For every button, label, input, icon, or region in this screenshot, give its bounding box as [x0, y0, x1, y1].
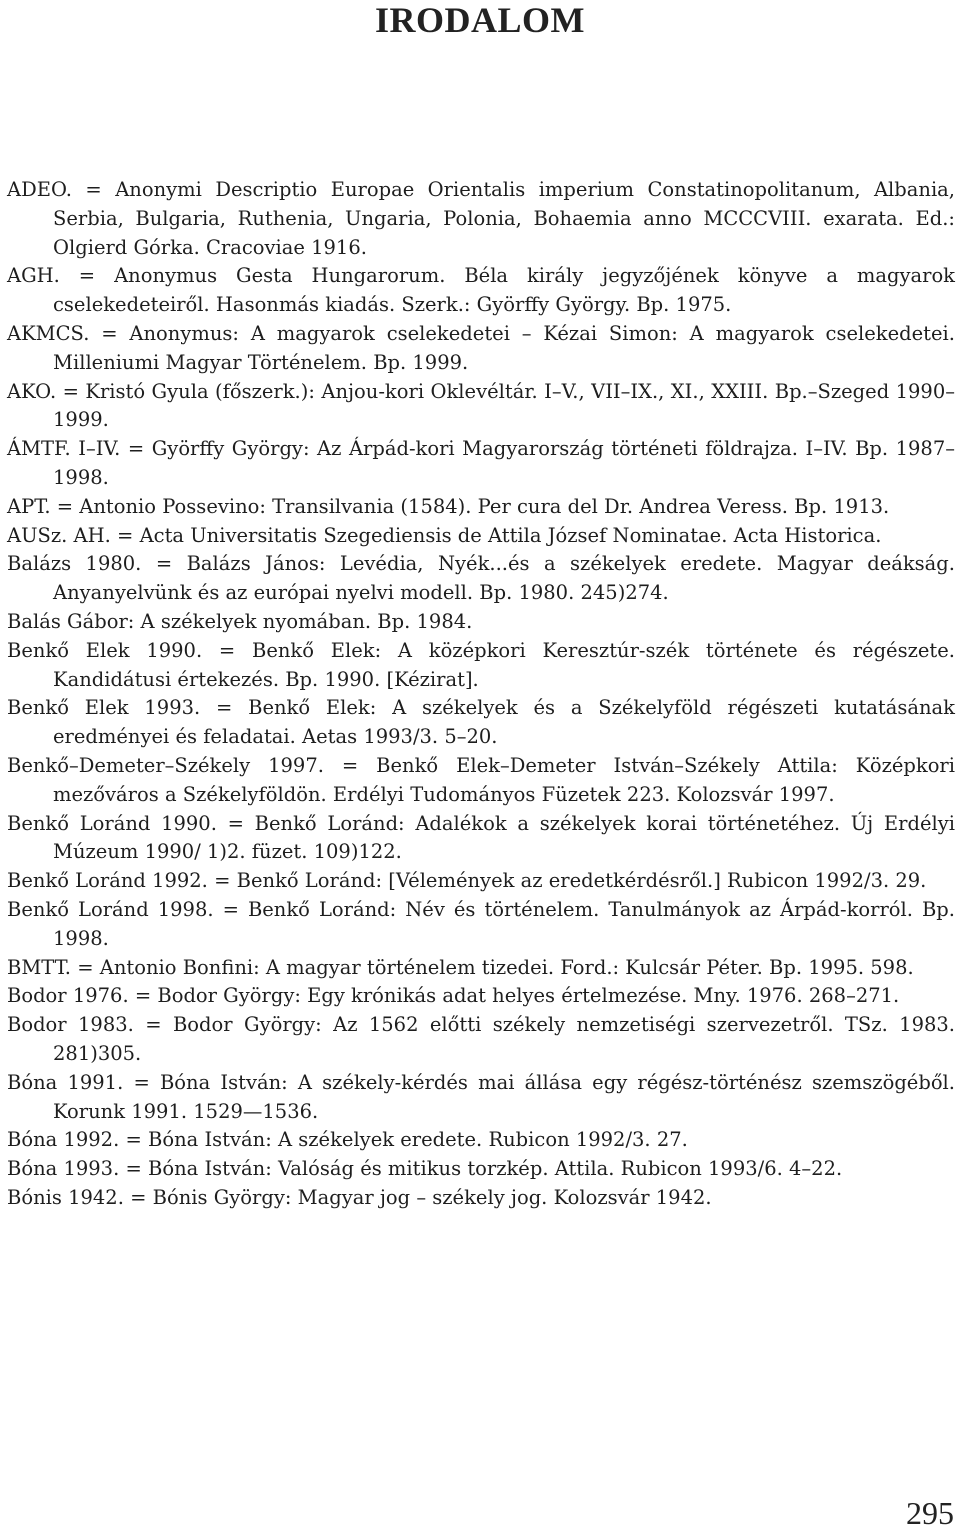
bibliography-entry: Benkő Elek 1990. = Benkő Elek: A középkori Keresztúr-szék története és régészete. Kandidátusi értekezés. Bp. 1990. [Kézirat].	[7, 638, 955, 691]
bibliography-entry: Benkő Elek 1993. = Benkő Elek: A székelyek és a Székelyföld régészeti kutatásának eredményei és feladatai. Aetas 1993/3. 5–20.	[7, 696, 955, 749]
bibliography-entry: AUSz. AH. = Acta Universitatis Szegediensis de Attila József Nominatae. Acta Historica.	[7, 523, 882, 547]
bibliography-entry: ÁMTF. I–IV. = Györffy György: Az Árpád-kori Magyarország történeti földrajza. I–IV. Bp. 1987–1998.	[7, 437, 955, 489]
bibliography-entry: AKMCS. = Anonymus: A magyarok cselekedetei – Kézai Simon: A magyarok cselekedetei. Milleniumi Magyar Történelem. Bp. 1999.	[7, 321, 955, 374]
bibliography-entry: Bóna 1993. = Bóna István: Valóság és mitikus torzkép. Attila. Rubicon 1993/6. 4–22.	[7, 1157, 843, 1181]
bibliography-entry: Benkő Loránd 1992. = Benkő Loránd: [Vélemények az eredetkérdésről.] Rubicon 1992/3. 29.	[7, 869, 927, 893]
bibliography-entry: AKO. = Kristó Gyula (főszerk.): Anjou-kori Oklevéltár. I–V., VII–IX., XI., XXIII. Bp.–Szeged 1990–1999.	[7, 379, 955, 432]
bibliography-entry: Bodor 1983. = Bodor György: Az 1562 előtti székely nemzetiségi szervezetről. TSz. 1983. 281)305.	[7, 1013, 955, 1065]
bibliography-entry: Benkő Loránd 1990. = Benkő Loránd: Adalékok a székelyek korai történetéhez. Új Erdélyi Múzeum 1990/ 1)2. füzet. 109)122.	[7, 811, 955, 864]
page-title: IRODALOM	[375, 0, 585, 40]
bibliography-entry: Bóna 1991. = Bóna István: A székely-kérdés mai állása egy régész-történész szemszögéből. Korunk 1991. 1529—1536.	[7, 1070, 955, 1123]
page-number: 295	[906, 1495, 954, 1531]
bibliography-entry: APT. = Antonio Possevino: Transilvania (1584). Per cura del Dr. Andrea Veress. Bp. 1913.	[7, 494, 890, 518]
bibliography-entry: Benkő Loránd 1998. = Benkő Loránd: Név és történelem. Tanulmányok az Árpád-korról. Bp. 1998.	[7, 897, 955, 950]
bibliography-entry: Balázs 1980. = Balázs János: Levédia, Nyék...és a székelyek eredete. Magyar deákság. Anyanyelvünk és az európai nyelvi modell. Bp. 1980. 245)274.	[7, 552, 955, 605]
bibliography-entry: Balás Gábor: A székelyek nyomában. Bp. 1984.	[7, 609, 473, 633]
bibliography-entry: AGH. = Anonymus Gesta Hungarorum. Béla király jegyzőjének könyve a magyarok cselekedeteiről. Hasonmás kiadás. Szerk.: Györffy György. Bp. 1975.	[7, 264, 955, 317]
bibliography-entry: Bodor 1976. = Bodor György: Egy krónikás adat helyes értelmezése. Mny. 1976. 268–271.	[7, 984, 900, 1008]
bibliography-entry: Bónis 1942. = Bónis György: Magyar jog – székely jog. Kolozsvár 1942.	[7, 1185, 712, 1209]
bibliography-entry: Benkő–Demeter–Székely 1997. = Benkő Elek–Demeter István–Székely Attila: Középkori mezőváros a Székelyföldön. Erdélyi Tudományos Füzetek 223. Kolozsvár 1997.	[7, 753, 955, 806]
bibliography-entry: ADEO. = Anonymi Descriptio Europae Orientalis imperium Constatinopolitanum, Albania, Serbia, Bulgaria, Ruthenia, Ungaria, Polonia, Bohaemia anno MCCCVIII. exarata. Ed.: Olgierd Górka. Cracoviae 1916.	[7, 178, 955, 259]
bibliography-entry: Bóna 1992. = Bóna István: A székelyek eredete. Rubicon 1992/3. 27.	[7, 1128, 688, 1152]
bibliography-list	[7, 176, 955, 1213]
bibliography-entry: BMTT. = Antonio Bonfini: A magyar történelem tizedei. Ford.: Kulcsár Péter. Bp. 1995. 598.	[7, 955, 914, 979]
